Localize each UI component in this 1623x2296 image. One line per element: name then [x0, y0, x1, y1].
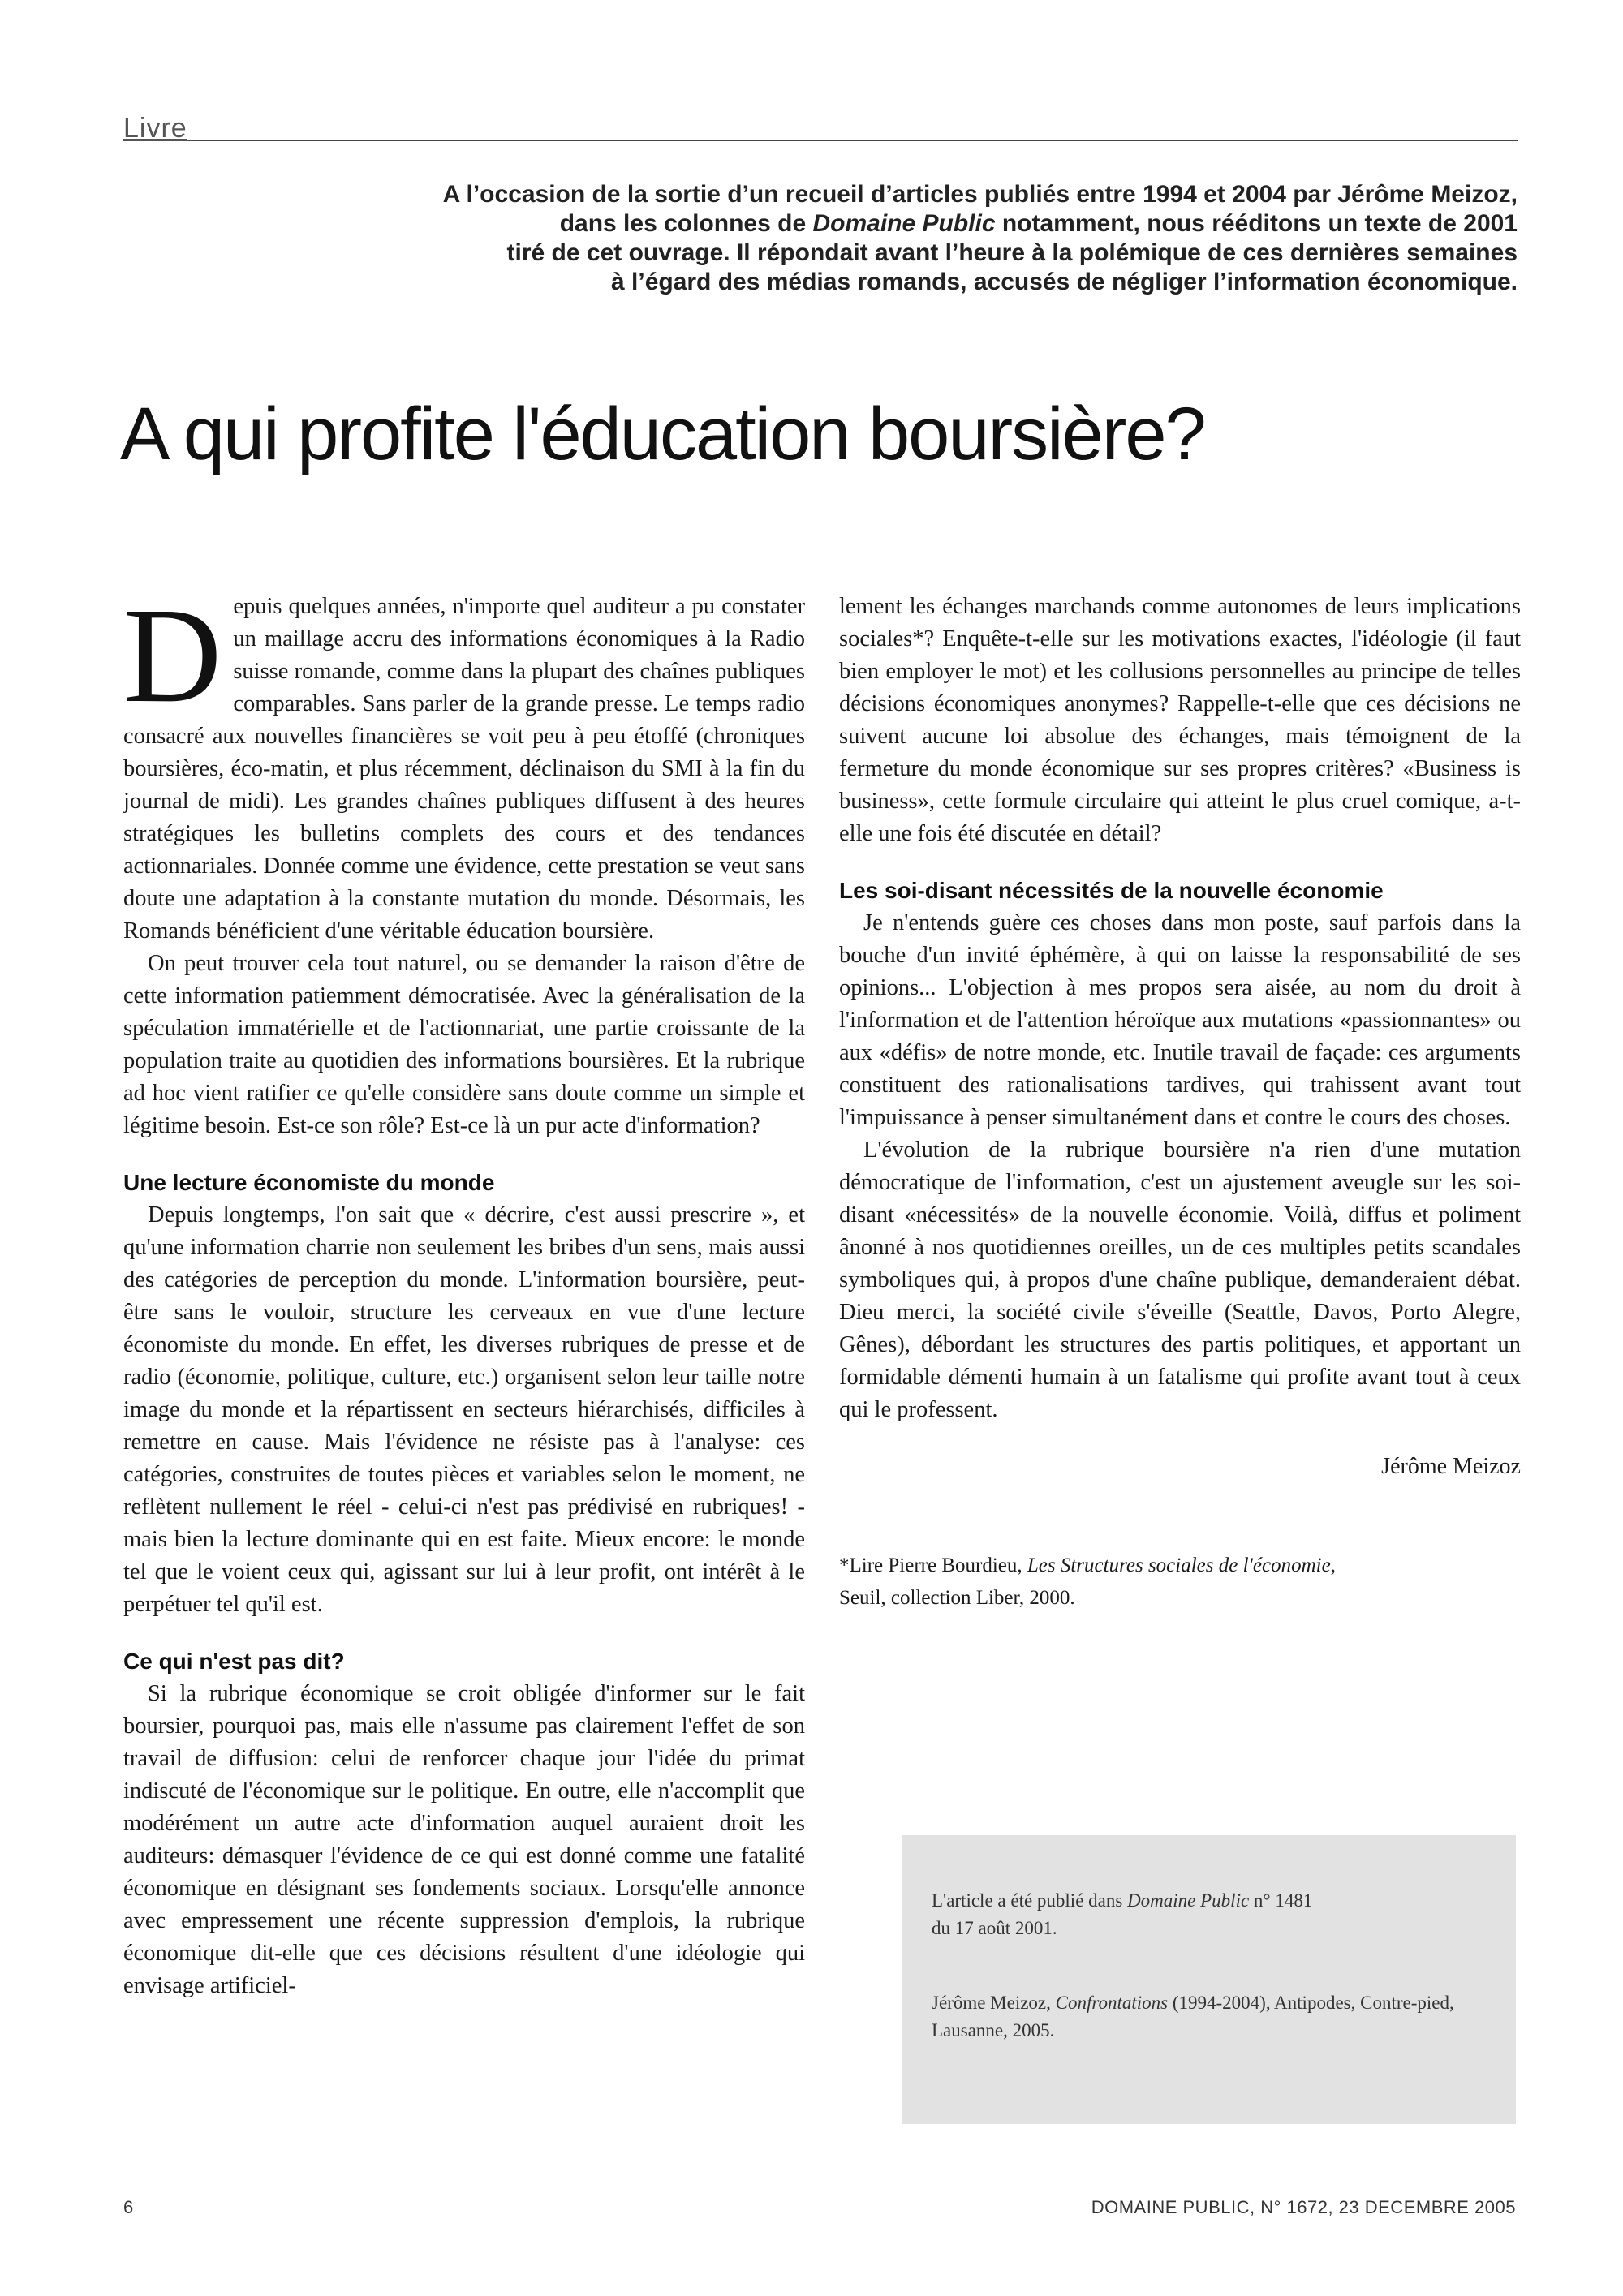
paragraph-3: Depuis longtemps, l'on sait que « décrire, c'est aussi prescrire », et qu'une information charrie non seulement les bribes d'un sens, mais aussi des catégories de perception du monde. L'information boursière, peut-être sans le vouloir, structure les cerveaux en vue d'une lecture économiste du monde. En effet, les diverses rubriques de presse et de radio (économie, politique, culture, etc.) organisent selon leur taille notre image du monde et la répartissent en secteurs hiérarchisés, difficiles à remettre en cause. Mais l'évidence ne résiste pas à l'analyse: ces catégories, construites de toutes pièces et variables selon le moment, ne reflètent nullement le réel - celui-ci n'est pas prédivisé en rubriques! - mais bien la lecture dominante qui en est faite. Mieux encore: le monde tel que le voient ceux qui, agissant sur lui à leur profit, ont intérêt à le perpétuer tel qu'il est. [123, 1202, 805, 1617]
footnote-end: , [1330, 1554, 1336, 1576]
paragraph-1 [123, 580, 805, 948]
intro-line-3: tiré de cet ouvrage. Il répondait avant l’heure à la polémique de ces dernières semaines [506, 239, 1518, 266]
info-book-reference [932, 1989, 1500, 2044]
intro-paragraph [154, 180, 1518, 297]
paragraph-2: On peut trouver cela tout naturel, ou se demander la raison d'être de cette information patiemment démocratisée. Avec la généralisation de la spéculation immatérielle et de l'actionnariat, une partie croissante de la population traite au quotidien des informations boursières. Et la rubrique ad hoc vient ratifier ce qu'elle considère sans doute comme un simple et légitime besoin. Est-ce son rôle? Est-ce là un pur acte d'information? [123, 951, 805, 1138]
info-b-start: Jérôme Meizoz, [932, 1993, 1056, 2013]
subheading-3: Les soi-disant nécessités de la nouvelle économie [839, 878, 1384, 903]
drop-cap: D [123, 580, 222, 731]
info-a-end: n° 1481 [1249, 1890, 1313, 1911]
info-b-end: (1994-2004), Antipodes, Contre-pied, [1168, 1993, 1454, 2013]
subheading-1: Une lecture économiste du monde [123, 1170, 495, 1195]
intro-line-2-start: dans les colonnes de [559, 210, 813, 237]
issue-line: DOMAINE PUBLIC, N° 1672, 23 DECEMBRE 2005 [1091, 2197, 1516, 2217]
page-number: 6 [123, 2197, 134, 2217]
paragraph-4: Si la rubrique économique se croit obligée d'informer sur le fait boursier, pourquoi pas, mais elle n'assume pas clairement l'effet de son travail de diffusion: celui de renforcer chaque jour l'idée du primat indiscuté de l'économique sur le politique. En outre, elle n'accomplit que modérément un autre acte d'information auquel auraient droit les auditeurs: démasquer l'évidence de ce qui est donné comme une fatalité économique en désignant ses fondements sociaux. Lorsqu'elle annonce avec empressement une récente suppression d'emplois, la rubrique économique dit-elle que ces décisions résultent d'une idéologie qui envisage artificiel- [123, 1681, 805, 1998]
intro-line-4: à l’égard des médias romands, accusés de négliger l’information économique. [611, 269, 1518, 295]
info-original-publication [932, 1887, 1500, 1942]
paragraph-6: Je n'entends guère ces choses dans mon poste, sauf parfois dans la bouche d'un invité éphémère, à qui on laisse la responsabilité de ses opinions... L'objection à mes propos sera aisée, au nom du droit à l'information et de l'attention héroïque aux mutations «passionnantes» ou aux «défis» de notre monde, etc. Inutile travail de façade: ces arguments constituent des rationalisations tardives, qui trahissent avant tout l'impuissance à penser simultanément dans et contre le cours des choses. [839, 910, 1521, 1130]
paragraph-7: L'évolution de la rubrique boursière n'a rien d'une mutation démocratique de l'information, c'est un ajustement aveugle sur les soi-disant «nécessités» de la nouvelle économie. Voilà, diffus et poliment ânonné à nos quotidiennes oreilles, un de ces multiples petits scandales symboliques qui, à propos d'une chaîne publique, demanderaient débat. Dieu merci, la société civile s'éveille (Seattle, Davos, Porto Alegre, Gênes), débordant les structures des partis politiques, et apportant un formidable démenti humain à un fatalisme qui profite avant tout à ceux qui le professent. [839, 1137, 1521, 1422]
rubric-label: Livre [123, 113, 187, 144]
article-column-left [123, 580, 805, 2002]
info-b-line-2: Lausanne, 2005. [932, 2020, 1055, 2040]
intro-line-2-end: notamment, nous rééditons un texte de 2001 [995, 210, 1518, 237]
intro-line-1: A l’occasion de la sortie d’un recueil d’articles publiés entre 1994 et 2004 par Jérôme Meizoz, [442, 181, 1518, 208]
subheading-2: Ce qui n'est pas dit? [123, 1649, 345, 1674]
article-title: A qui profite l'éducation boursière? [120, 393, 1205, 475]
info-b-book-title: Confrontations [1055, 1993, 1169, 2013]
footnote-line-2: Seuil, collection Liber, 2000. [839, 1587, 1075, 1609]
footnote [839, 1550, 1521, 1615]
info-a-start: L'article a été publié dans [932, 1890, 1128, 1911]
article-column-right [839, 591, 1521, 1615]
footnote-book-title: Les Structures sociales de l'économie [1027, 1554, 1331, 1576]
info-a-line-1 [932, 1887, 1500, 1915]
intro-line-2 [154, 209, 1518, 239]
footnote-start: *Lire Pierre Bourdieu, [839, 1554, 1027, 1576]
intro-publication-name: Domaine Public [812, 210, 996, 237]
section-rubric [123, 104, 1518, 144]
author-signature: Jérôme Meizoz [1381, 1454, 1521, 1479]
paragraph-1-text: epuis quelques années, n'importe quel auditeur a pu constater un maillage accru des informations économiques à la Radio suisse romande, comme dans la plupart des chaînes publiques comparables. Sans parler de la grande presse. Le temps radio consacré aux nouvelles financières se voit peu à peu étoffé (chroniques boursières, éco-matin, et plus récemment, déclinaison du SMI à la fin du journal de midi). Les grandes chaînes publiques diffusent à des heures stratégiques les bulletins complets des cours et des tendances actionnariales. Donnée comme une évidence, cette prestation se veut sans doute une adaptation à la constante mutation du monde. Désormais, les Romands bénéficient d'une véritable éducation boursière. [123, 594, 805, 944]
info-a-publication: Domaine Public [1127, 1890, 1250, 1911]
publication-info-box [902, 1835, 1516, 2124]
info-b-line-1 [932, 1989, 1500, 2017]
info-a-line-2: du 17 août 2001. [932, 1918, 1057, 1938]
paragraph-5: lement les échanges marchands comme autonomes de leurs implications sociales*? Enquête-t-elle sur les motivations exactes, l'idéologie (il faut bien employer le mot) et les collusions personnelles au principe de telles décisions économiques anonymes? Rappelle-t-elle que ces décisions ne suivent aucune loi absolue des échanges, mais témoignent de la fermeture du monde économique sur ses propres critères? «Business is business», cette formule circulaire qui atteint le plus cruel comique, a-t-elle une fois été discutée en détail? [839, 594, 1521, 846]
footnote-line-1 [839, 1550, 1521, 1582]
